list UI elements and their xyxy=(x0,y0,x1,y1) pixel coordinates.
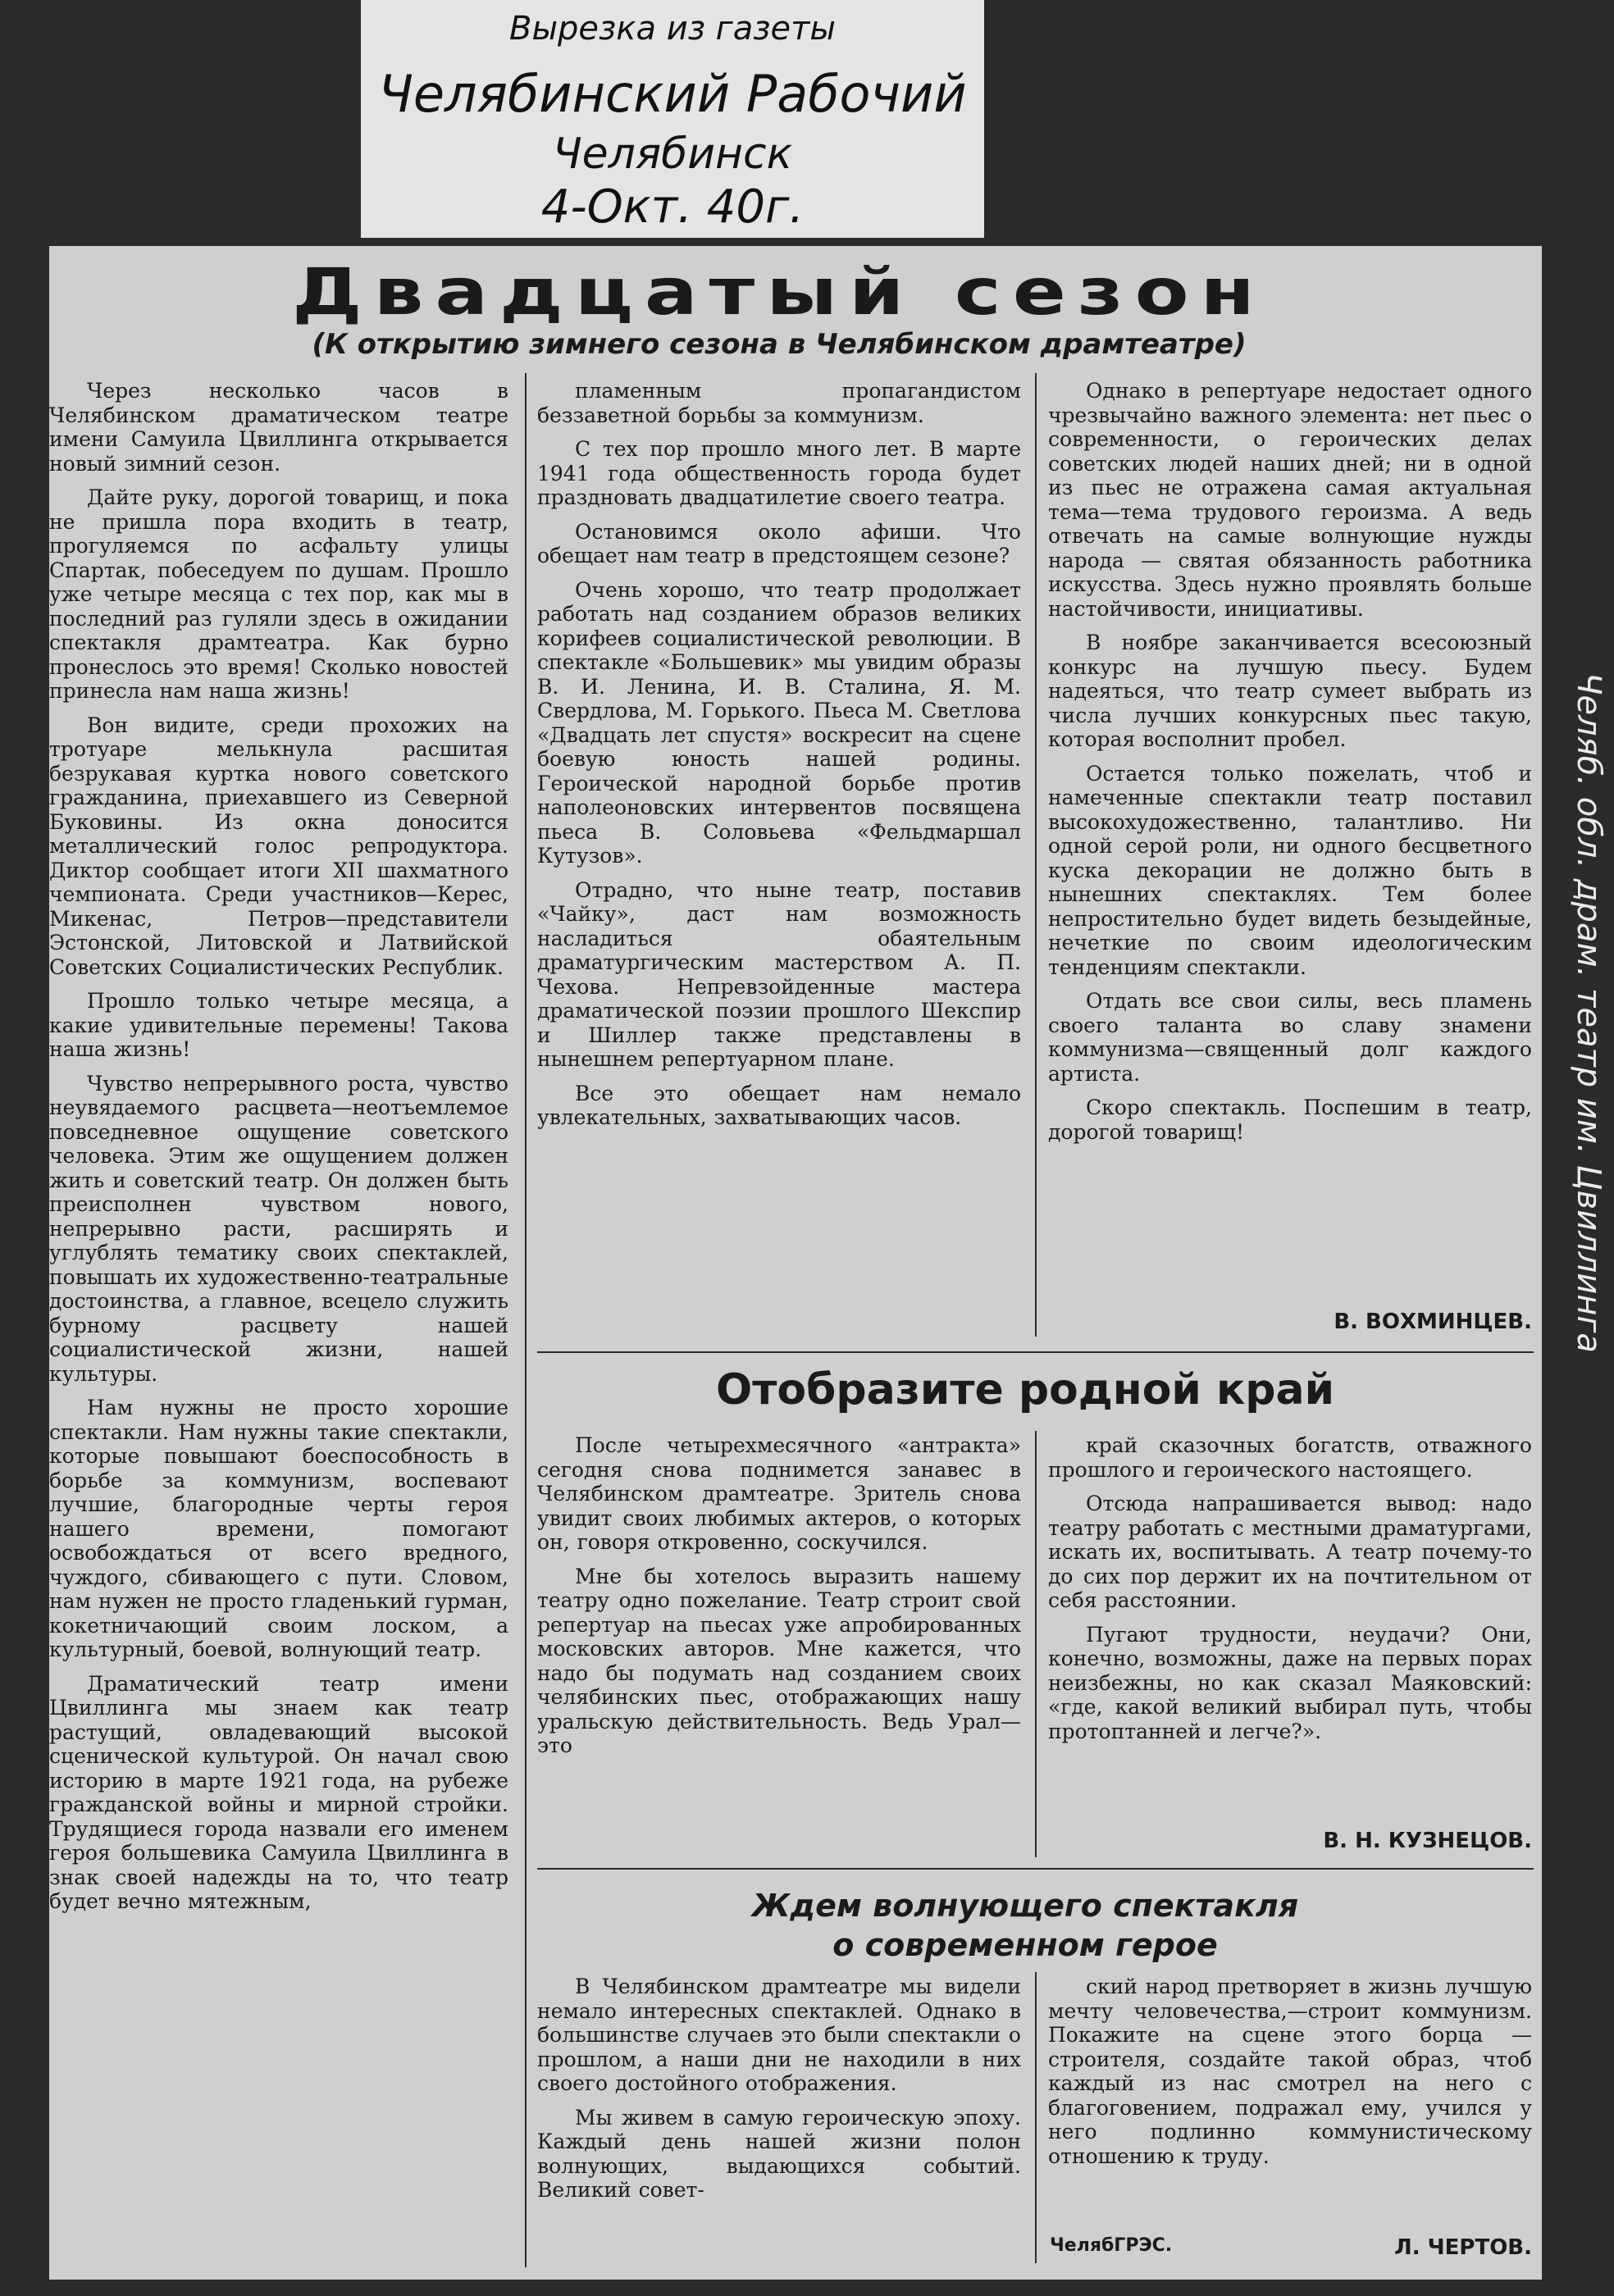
paragraph: Все это обещает нам немало увлекательных, захватывающих часов. xyxy=(537,1081,1021,1129)
article-divider xyxy=(537,1868,1534,1870)
paragraph: Однако в репертуаре недостает одного чрезвычайно важного элемента: нет пьес о современности, о героических делах советских людей наших дней; ни в одной из пьес не отражена самая актуальная тема—тема трудового героизма. А ведь отвечать на самые волнующие нужды народа — святая обязанность работника искусства. Здесь нужно проявлять больше настойчивости, инициативы. xyxy=(1048,379,1532,621)
article-divider xyxy=(537,1351,1534,1353)
article2-column-1 xyxy=(537,1433,1021,1860)
article3-place: ЧелябГРЭС. xyxy=(1050,2235,1173,2256)
label-date: 4-Окт. 40г. xyxy=(540,180,805,234)
handwritten-margin-note: Челяб. обл. драм. театр им. Цвиллинга xyxy=(1570,672,1607,1353)
paragraph: Прошло только четыре месяца, а какие удивительные перемены! Такова наша жизнь! xyxy=(49,989,508,1061)
paragraph: Пугают трудности, неудачи? Они, конечно, возможны, даже на первых порах неизбежны, но как сказал Маяковский: «где, какой великий выбирал путь, чтобы протоптанней и легче?». xyxy=(1048,1622,1532,1743)
column-divider xyxy=(525,373,527,2267)
article1-title: Двадцатый сезон xyxy=(292,254,1266,330)
paragraph: Остается только пожелать, чтоб и намеченные спектакли театр поставил высокохудожественно, талантливо. Ни одной серой роли, ни одного бесцветного куска декорации не должно быть в нынешних спектаклях. Тем более непростительно будет видеть безыдейные, нечеткие по своим идеологическим тенденциям спектакли. xyxy=(1048,761,1532,979)
article2-column-2 xyxy=(1048,1433,1532,1819)
label-clipping-from: Вырезка из газеты xyxy=(509,10,836,48)
paragraph: Дайте руку, дорогой товарищ, и пока не пришла пора входить в театр, прогуляемся по асфальту улицы Спартак, побеседуем по душам. Прошло уже четыре месяца с тех пор, как мы в последний раз гуляли здесь в ожидании спектакля драмтеатра. Как бурно пронеслось это время! Сколько новостей принесла нам наша жизнь! xyxy=(49,485,508,703)
clipping-label-card xyxy=(361,0,984,238)
paragraph: После четырехмесячного «антракта» сегодня снова поднимется занавес в Челябинском драмтеатре. Зритель снова увидит своих любимых актеров, о которых он, говоря откровенно, соскучился. xyxy=(537,1433,1021,1554)
article2-title: Отобразите родной край xyxy=(715,1365,1335,1414)
article2-signature: В. Н. КУЗНЕЦОВ. xyxy=(1323,1829,1532,1853)
paragraph: Мы живем в самую героическую эпоху. Каждый день нашей жизни полон волнующих, выдающихся событий. Великий совет- xyxy=(537,2105,1021,2202)
article3-title-line2: о современном герое xyxy=(832,1927,1218,1963)
paragraph: С тех пор прошло много лет. В марте 1941 года общественность города будет праздновать двадцатилетие своего театра. xyxy=(537,437,1021,509)
paragraph: Отрадно, что ныне театр, поставив «Чайку», даст нам возможность насладиться обаятельным драматургическим мастерством А. П. Чехова. Непревзойденные мастера драматической поэзии прошлого Шекспир и Шиллер также представлены в нынешнем репертуарном плане. xyxy=(537,877,1021,1071)
article3-title xyxy=(533,1886,1517,1965)
column-divider xyxy=(1035,373,1037,1337)
label-newspaper-name: Челябинский Рабочий xyxy=(378,64,967,124)
article1-signature: В. ВОХМИНЦЕВ. xyxy=(1334,1310,1532,1334)
paragraph: пламенным пропагандистом беззаветной борьбы за коммунизм. xyxy=(537,379,1021,427)
paragraph: ский народ претворяет в жизнь лучшую мечту человечества,—строит коммунизм. Покажите на сцене этого борца — строителя, создайте такой образ, чтоб каждый из нас смотрел на него с благоговением, подражал ему, учился у него подлинно коммунистическому отношению к труду. xyxy=(1048,1975,1532,2168)
paragraph: Чувство непрерывного роста, чувство неувядаемого расцвета—неотъемлемое повседневное ощущение советского человека. Этим же ощущением должен жить и советский театр. Он должен быть преисполнен чувством нового, непрерывно расти, расширять и углублять тематику своих спектаклей, повышать их художественно-театральные достоинства, а главное, всецело служить бурному расцвету нашей социалистической жизни, нашей культуры. xyxy=(49,1071,508,1386)
paragraph: Через несколько часов в Челябинском драматическом театре имени Самуила Цвиллинга открывается новый зимний сезон. xyxy=(49,379,508,476)
article1-column-1 xyxy=(49,379,508,2257)
article1-subtitle: (К открытию зимнего сезона в Челябинском драмтеатре) xyxy=(312,328,1247,361)
paragraph: Нам нужны не просто хорошие спектакли. Нам нужны такие спектакли, которые повышают боеспособность в борьбе за коммунизм, воспевают лучшие, благородные черты героя нашего времени, помогают освобождаться от всего вредного, чуждого, сбивающего с пути. Словом, нам нужен не просто гладенький гурман, кокетничающий своим лоском, а культурный, боевой, волнующий театр. xyxy=(49,1396,508,1661)
article3-column-1 xyxy=(537,1975,1021,2266)
paragraph: Отсюда напрашивается вывод: надо театру работать с местными драматургами, искать их, воспитывать. А театр почему-то до сих пор держит их на почтительном от себя расстоянии. xyxy=(1048,1492,1532,1612)
paragraph: В Челябинском драмтеатре мы видели немало интересных спектаклей. Однако в большинстве случаев это были спектакли о прошлом, а наши дни не находили в них своего достойного отображения. xyxy=(537,1975,1021,2095)
paragraph: Скоро спектакль. Поспешим в театр, дорогой товарищ! xyxy=(1048,1096,1532,1144)
column-divider xyxy=(1035,1972,1037,2263)
label-city: Челябинск xyxy=(552,130,793,179)
paragraph: Мне бы хотелось выразить нашему театру одно пожелание. Театр строит свой репертуар на пьесах уже апробированных московских авторов. Мне кажется, что надо бы подумать над созданием своих челябинских пьес, отображающих нашу уральскую действительность. Ведь Урал—это xyxy=(537,1564,1021,1757)
article3-title-line1: Ждем волнующего спектакля xyxy=(751,1888,1299,1924)
paragraph: край сказочных богатств, отважного прошлого и героического настоящего. xyxy=(1048,1433,1532,1482)
article3-signature: Л. ЧЕРТОВ. xyxy=(1394,2235,1532,2260)
paragraph: Остановимся около афиши. Что обещает нам театр в предстоящем сезоне? xyxy=(537,519,1021,567)
paragraph: В ноябре заканчивается всесоюзный конкурс на лучшую пьесу. Будем надеяться, что театр сумеет выбрать из числа лучших конкурсных пьес такую, которая восполнит пробел. xyxy=(1048,631,1532,751)
article3-column-2 xyxy=(1048,1975,1532,2221)
paragraph: Вон видите, среди прохожих на тротуаре мелькнула расшитая безрукавая куртка нового советского гражданина, приехавшего из Северной Буковины. Из окна доносится металлический голос репродуктора. Диктор сообщает итоги XII шахматного чемпионата. Среди участников—Керес, Микенас, Петров—представители Эстонской, Литовской и Латвийской Советских Социалистических Республик. xyxy=(49,713,508,979)
column-divider xyxy=(1035,1431,1037,1857)
paragraph: Отдать все свои силы, весь пламень своего таланта во славу знамени коммунизма—священный долг каждого артиста. xyxy=(1048,989,1532,1086)
paragraph: Очень хорошо, что театр продолжает работать над созданием образов великих корифеев социалистической революции. В спектакле «Большевик» мы увидим образы В. И. Ленина, И. В. Сталина, Я. М. Свердлова, М. Горького. Пьеса М. Светлова «Двадцать лет спустя» воскресит на сцене боевую юность нашей родины. Героической народной борьбе против наполеоновских интервентов посвящена пьеса В. Соловьева «Фельдмаршал Кутузов». xyxy=(537,577,1021,868)
article1-column-2 xyxy=(537,379,1021,1346)
paragraph: Драматический театр имени Цвиллинга мы знаем как театр растущий, овладевающий высокой сценической культурой. Он начал свою историю в марте 1921 года, на рубеже гражданской войны и мирной стройки. Трудящиеся города назвали его именем героя большевика Самуила Цвиллинга в знак своей надежды на то, что театр будет вечно мятежным, xyxy=(49,1671,508,1913)
article1-column-3 xyxy=(1048,379,1532,1289)
